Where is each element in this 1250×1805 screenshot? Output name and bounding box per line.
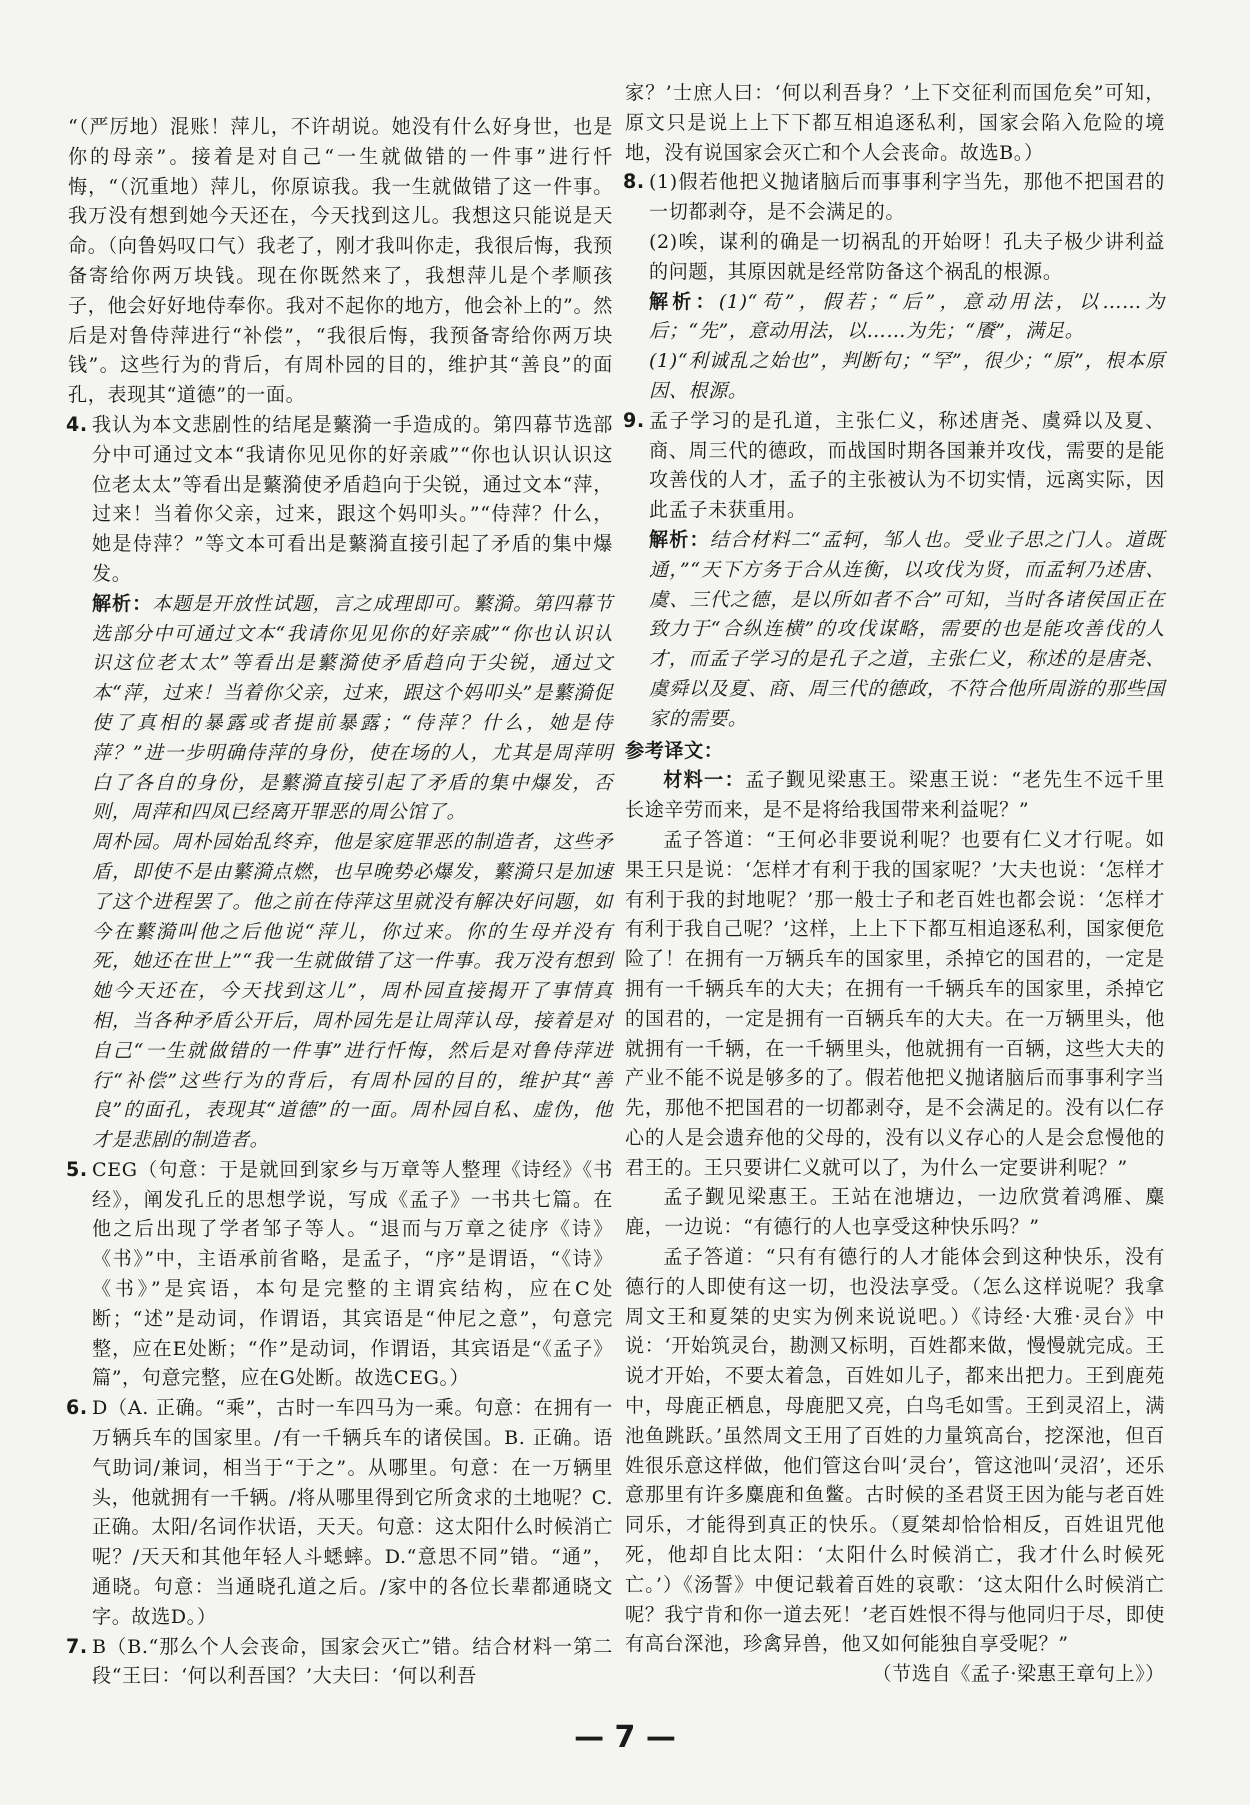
question-6 xyxy=(68,1393,613,1631)
q9-analysis-text: 结合材料二“孟轲，邹人也。受业子思之门人。道既通，”“天下方务于合从连衡，以攻伐为贤，而孟轲乃述唐、虞、三代之德，是以所如者不合”可知，当时各诸侯国正在致力于“合纵连横”的攻伐谋略，需要的也是能攻善伐的人才，而孟子学习的是孔子之道，主张仁义，称述的是唐尧、虞舜以及夏、商、周三代的德政，不符合他所周游的那些国家的需要。 xyxy=(649,527,1165,730)
q9-number: 9. xyxy=(623,408,645,432)
question-9 xyxy=(625,406,1165,734)
q7-continuation: 家？’士庶人曰：‘何以利吾身？’上下交征利而国危矣”可知，原文只是说上上下下都互相追逐私利，国家会陷入危险的境地，没有说国家会灭亡和个人会丧命。故选B。） xyxy=(625,81,1165,164)
right-column xyxy=(625,78,1165,1689)
q9-analysis-label: 解析： xyxy=(649,527,710,551)
q8-analysis-text-2: (1)“利诚乱之始也”，判断句；“罕”，很少；“原”，根本原因、根源。 xyxy=(649,349,1165,402)
translation-para-4: 孟子答道：“只有有德行的人才能体会到这种快乐，没有德行的人即使有这一切，也没法享受。（怎么这样说呢？我拿周文王和夏桀的史实为例来说说吧。）《诗经·大雅·灵台》中说：‘开始筑灵台，勘测又标明，百姓都来做，慢慢就完成。王说才开始，不要太着急，百姓如儿子，都来出把力。王到鹿苑中，母鹿正栖息，母鹿肥又亮，白鸟毛如雪。王到灵沼上，满池鱼跳跃。’虽然周文王用了百姓的力量筑高台，挖深池，但百姓很乐意这样做，他们管这台叫‘灵台’，管这池叫‘灵沼’，还乐意那里有许多麋鹿和鱼鳖。古时候的圣君贤王因为能与老百姓同乐，才能得到真正的快乐。（夏桀却恰恰相反，百姓诅咒他死，他却自比太阳：‘太阳什么时候消亡，我才什么时候死亡。’）《汤誓》中便记载着百姓的哀歌：‘这太阳什么时候消亡呢？我宁肯和你一道去死！’老百姓恨不得与他同归于尽，即使有高台深池，珍禽异兽，他又如何能独自享受呢？” xyxy=(625,1245,1165,1656)
source-citation: （节选自《孟子·梁惠王章句上》） xyxy=(872,1662,1165,1686)
q8-analysis xyxy=(649,287,1165,347)
q9-answer: 孟子学习的是孔道，主张仁义，称述唐尧、虞舜以及夏、商、周三代的德政，而战国时期各国兼并攻伐，需要的是能攻善伐的人才，孟子的主张被认为不切实情，远离实际，因此孟子未获重用。 xyxy=(649,408,1165,522)
q3-continuation: “（严厉地）混账！萍儿，不许胡说。她没有什么好身世，也是你的母亲”。接着是对自己“一生就做错的一件事”进行忏悔，“（沉重地）萍儿，你原谅我。我一生就做错了这一件事。我万没有想到她今天还在，今天找到这儿。我想这只能说是天命。（向鲁妈叹口气）我老了，刚才我叫你走，我很后悔，我预备寄给你两万块钱。现在你既然来了，我想萍儿是个孝顺孩子，他会好好地侍奉你。我对不起你的地方，他会补上的”。然后是对鲁侍萍进行“补偿”，“我很后悔，我预备寄给你两万块钱”。这些行为的背后，有周朴园的目的，维护其“善良”的面孔，表现其“道德”的一面。 xyxy=(68,115,613,407)
q4-analysis-text: 本题是开放性试题，言之成理即可。蘩漪。第四幕节选部分中可通过文本“我请你见见你的好亲戚”“你也认识认识这位老太太”等看出是蘩漪使矛盾趋向于尖锐，通过文本“萍，过来！当着你父亲，过来，跟这个妈叩头”是蘩漪促使了真相的暴露或者提前暴露；“侍萍？什么，她是侍萍？”进一步明确侍萍的身份，使在场的人，尤其是周萍明白了各自的身份，是蘩漪直接引起了矛盾的集中爆发，否则，周萍和四凤已经离开罪恶的周公馆了。 xyxy=(92,591,613,824)
q7-answer: B（B.“那么个人会丧命，国家会灭亡”错。结合材料一第二段“王曰：‘何以利吾国？’大夫曰：‘何以利吾 xyxy=(92,1634,613,1688)
reference-translation-title: 参考译文： xyxy=(625,738,724,762)
left-column xyxy=(68,112,613,1691)
q4-analysis-label: 解析： xyxy=(92,591,153,615)
question-7 xyxy=(68,1632,613,1692)
q9-analysis xyxy=(649,525,1165,734)
q8-answer-1: (1)假若他把义抛诸脑后而事事利字当先，那他不把国君的一切都剥夺，是不会满足的。 xyxy=(649,170,1165,224)
q4-analysis-zhou: 周朴园。周朴园始乱终弃，他是家庭罪恶的制造者，这些矛盾，即使不是由蘩漪点燃，也早晚势必爆发，蘩漪只是加速了这个进程罢了。他之前在侍萍这里就没有解决好问题，如今在蘩漪叫他之后他说“萍儿，你过来。你的生母并没有死，她还在世上”“我一生就做错了这一件事。我万没有想到她今天还在，今天找到这儿”，周朴园直接揭开了事情真相，当各种矛盾公开后，周朴园先是让周萍认母，接着是对自己“一生就做错的一件事”进行忏悔，然后是对鲁侍萍进行“补偿”这些行为的背后，有周朴园的目的，维护其“善良”的面孔，表现其“道德”的一面。周朴园自私、虚伪，他才是悲剧的制造者。 xyxy=(92,830,613,1152)
translation-para-2: 孟子答道：“王何必非要说利呢？也要有仁义才行呢。如果王只是说：‘怎样才有利于我的国家呢？’大夫也说：‘怎样才有利于我的封地呢？’那一般士子和老百姓也都会说：‘怎样才有利于我自己呢？’这样，上上下下都互相追逐私利，国家便危险了！在拥有一万辆兵车的国家里，杀掉它的国君的，一定是拥有一千辆兵车的大夫；在拥有一千辆兵车的国家里，杀掉它的国君的，一定是拥有一百辆兵车的大夫。在一万辆里头，他就拥有一千辆，在一千辆里头，他就拥有一百辆，这些大夫的产业不能不说是够多的了。假若他把义抛诸脑后而事事利字当先，那他不把国君的一切都剥夺，是不会满足的。没有以仁存心的人是会遗弃他的父母的，没有以义存心的人是会怠慢他的君王的。王只要讲仁义就可以了，为什么一定要讲利呢？” xyxy=(625,827,1165,1179)
q4-answer: 我认为本文悲剧性的结尾是蘩漪一手造成的。第四幕节选部分中可通过文本“我请你见见你的好亲戚”“你也认识认识这位老太太”等看出是蘩漪使矛盾趋向于尖锐，通过文本“萍，过来！当着你父亲，过来，跟这个妈叩头。”“侍萍？什么，她是侍萍？”等文本可看出是蘩漪直接引起了矛盾的集中爆发。 xyxy=(92,412,613,585)
q8-answer-2: (2)唉，谋利的确是一切祸乱的开始呀！孔夫子极少讲利益的问题，其原因就是经常防备这个祸乱的根源。 xyxy=(649,229,1165,283)
question-4 xyxy=(68,410,613,1155)
q8-analysis-label: 解析： xyxy=(649,289,719,313)
q5-answer: CEG（句意：于是就回到家乡与万章等人整理《诗经》《书经》，阐发孔丘的思想学说，写成《孟子》一书共七篇。在他之后出现了学者邹子等人。“退而与万章之徒序《诗》《书》”中，主语承前省略，是孟子，“序”是谓语，“《诗》《书》”是宾语，本句是完整的主谓宾结构，应在C处断；“述”是动词，作谓语，其宾语是“仲尼之意”，句意完整，应在E处断；“作”是动词，作谓语，其宾语是“《孟子》篇”，句意完整，应在G处断。故选CEG。） xyxy=(92,1157,613,1390)
q4-number: 4. xyxy=(66,412,88,436)
translation-para-3: 孟子觐见梁惠王。王站在池塘边，一边欣赏着鸿雁、麋鹿，一边说：“有德行的人也享受这种快乐吗？” xyxy=(625,1185,1165,1239)
question-8 xyxy=(625,167,1165,405)
page-number: — 7 — xyxy=(574,1720,676,1755)
question-5 xyxy=(68,1155,613,1393)
translation-text-1: 孟子觐见梁惠王。梁惠王说：“老先生不远千里长途辛劳而来，是不是将给我国带来利益呢？” xyxy=(625,768,1165,822)
material-1-label: 材料一： xyxy=(663,768,746,792)
q4-analysis xyxy=(92,589,613,827)
q8-number: 8. xyxy=(623,170,645,194)
q6-number: 6. xyxy=(66,1396,88,1420)
q5-number: 5. xyxy=(66,1157,88,1181)
q6-answer: D（A. 正确。“乘”，古时一车四马为一乘。句意：在拥有一万辆兵车的国家里。/有一千辆兵车的诸侯国。B. 正确。语气助词/兼词，相当于“于之”。从哪里。句意：在一万辆里头，他就拥有一千辆。/将从哪里得到它所贪求的土地呢？C. 正确。太阳/名词作状语，天天。句意：这太阳什么时候消亡呢？/天天和其他年轻人斗蟋蟀。D.“意思不同”错。“通”，通晓。句意：当通晓孔道之后。/家中的各位长辈都通晓文字。故选D。） xyxy=(92,1396,613,1628)
translation-para-1 xyxy=(625,765,1165,825)
q7-number: 7. xyxy=(66,1634,88,1658)
q8-analysis-text-1: (1)“苟”，假若；“后”，意动用法，以……为后；“先”，意动用法，以……为先；“餍”，满足。 xyxy=(649,289,1165,343)
